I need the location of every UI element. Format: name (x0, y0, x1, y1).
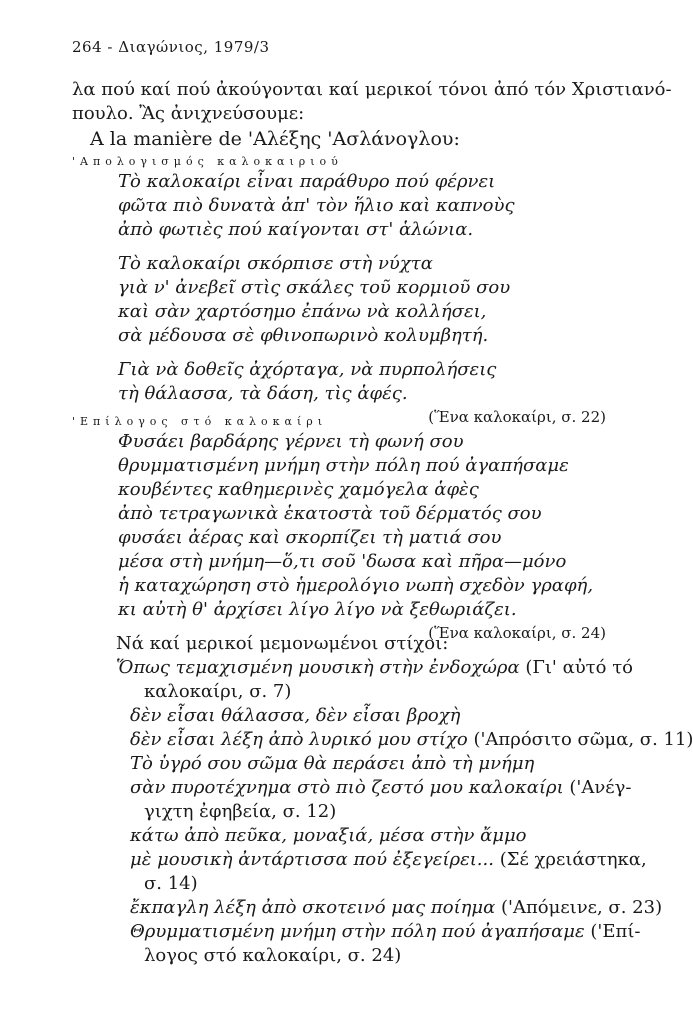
verse-line: ἀπὸ φωτιὲς πού καίγονται στ' ἁλώνια. (118, 219, 474, 240)
verse-entry: Θρυμματισμένη μνήμη στὴν πόλη πού ἀγαπήσαμε ('Επί- (130, 921, 641, 942)
verse-line: μέσα στὴ μνήμη—ὅ,τι σοῦ 'δωσα καὶ πῆρα—μόνο (118, 551, 567, 572)
verse-line: καὶ σὰν χαρτόσημο ἐπάνω νὰ κολλήσει, (118, 301, 487, 322)
intro-line-1: λα πού καί πού ἀκούγονται καί μερικοί τόνοι ἀπό τόν Χριστιανό- (72, 79, 672, 100)
verse-line: κι αὐτὴ θ' ἀρχίσει λίγο λίγο νὰ ξεθωριάζει. (118, 599, 517, 620)
verse-line: φυσάει ἀέρας καὶ σκορπίζει τὴ ματιά σου (118, 527, 502, 548)
poem-title: 'Απολογισμός καλοκαιριού (72, 155, 343, 168)
poem-title: 'Επίλογος στό καλοκαίρι (72, 415, 328, 428)
verse-line: Τὸ καλοκαίρι εἶναι παράθυρο πού φέρνει (118, 171, 496, 192)
stanza-2 (72, 252, 632, 348)
poem-apologismos (72, 154, 632, 428)
verse-line: σὰ μέδουσα σὲ φθινοπωρινὸ κολυμβητή. (118, 325, 489, 346)
verse-entry: Ὅπως τεμαχισμένη μουσικὴ στὴν ἐνδοχώρα (Γι' αὐτό τό (116, 657, 633, 678)
verse-line: φῶτα πιὸ δυνατὰ ἀπ' τὸν ἥλιο καὶ καπνοὺς (118, 195, 515, 216)
intro-line-2: πουλο. Ἂς ἀνιχνεύσουμε: (72, 103, 305, 124)
verse-entry-cont: σ. 14) (144, 873, 198, 894)
verse-line: ἀπὸ τετραγωνικὰ ἑκατοστὰ τοῦ δέρματός σου (118, 503, 542, 524)
verse-entry: μὲ μουσικὴ ἀντάρτισσα πού ἐξεγείρει... (Σέ χρειάστηκα, (130, 849, 647, 870)
poem-body (72, 430, 632, 622)
stanza-3 (72, 358, 632, 406)
verse-entry: ἔκπαγλη λέξη ἀπὸ σκοτεινό μας ποίημα ('Απόμεινε, σ. 23) (130, 897, 663, 918)
running-head: 264 - Διαγώνιος, 1979/3 (72, 38, 270, 56)
isolated-verses (72, 632, 693, 968)
verse-line: Τὸ καλοκαίρι σκόρπισε στὴ νύχτα (118, 253, 433, 274)
verse-line: Φυσάει βαρδάρης γέρνει τὴ φωνή σου (118, 431, 464, 452)
intro-paragraph (72, 78, 672, 151)
verse-line: τὴ θάλασσα, τὰ δάση, τὶς ἁφές. (118, 383, 408, 404)
verse-line: Γιὰ νὰ δοθεῖς ἀχόρταγα, νὰ πυρπολήσεις (118, 359, 497, 380)
poem-source: (Ἕνα καλοκαίρι, σ. 24) (428, 624, 606, 642)
verses-intro: Νά καί μερικοί μεμονωμένοι στίχοι: (116, 633, 449, 654)
verse-entry: δὲν εἶσαι θάλασσα, δὲν εἶσαι βροχὴ (130, 705, 461, 726)
verse-entry: σὰν πυροτέχνημα στὸ πιὸ ζεστό μου καλοκαίρι ('Ανέγ- (130, 777, 632, 798)
verse-entry-cont: λογος στό καλοκαίρι, σ. 24) (144, 945, 402, 966)
verse-line: κουβέντες καθημερινὲς χαμόγελα ἁφὲς (118, 479, 479, 500)
verse-line: θρυμματισμένη μνήμη στὴν πόλη πού ἀγαπήσαμε (118, 455, 569, 476)
verse-entry: κάτω ἀπὸ πεῦκα, μοναξιά, μέσα στὴν ἄμμο (130, 825, 527, 846)
verse-line: ἡ καταχώρηση στὸ ἡμερολόγιο νωπὴ σχεδὸν γραφή, (118, 575, 594, 596)
verse-entry-cont: καλοκαίρι, σ. 7) (144, 681, 292, 702)
verse-entry: δὲν εἶσαι λέξη ἀπὸ λυρικό μου στίχο ('Απρόσιτο σῶμα, σ. 11) (130, 729, 693, 750)
verse-entry: Τὸ ὑγρό σου σῶμα θὰ περάσει ἀπὸ τὴ μνήμη (130, 753, 535, 774)
stanza-1 (72, 170, 632, 242)
poem-source: (Ἕνα καλοκαίρι, σ. 22) (428, 408, 606, 426)
verse-entry-cont: γιχτη ἐφηβεία, σ. 12) (144, 801, 337, 822)
poem-epilogos (72, 414, 632, 644)
manner-line: A la manière de 'Αλέξης 'Ασλάνογλου: (90, 128, 460, 150)
verse-line: γιὰ ν' ἀνεβεῖ στὶς σκάλες τοῦ κορμιοῦ σου (118, 277, 511, 298)
